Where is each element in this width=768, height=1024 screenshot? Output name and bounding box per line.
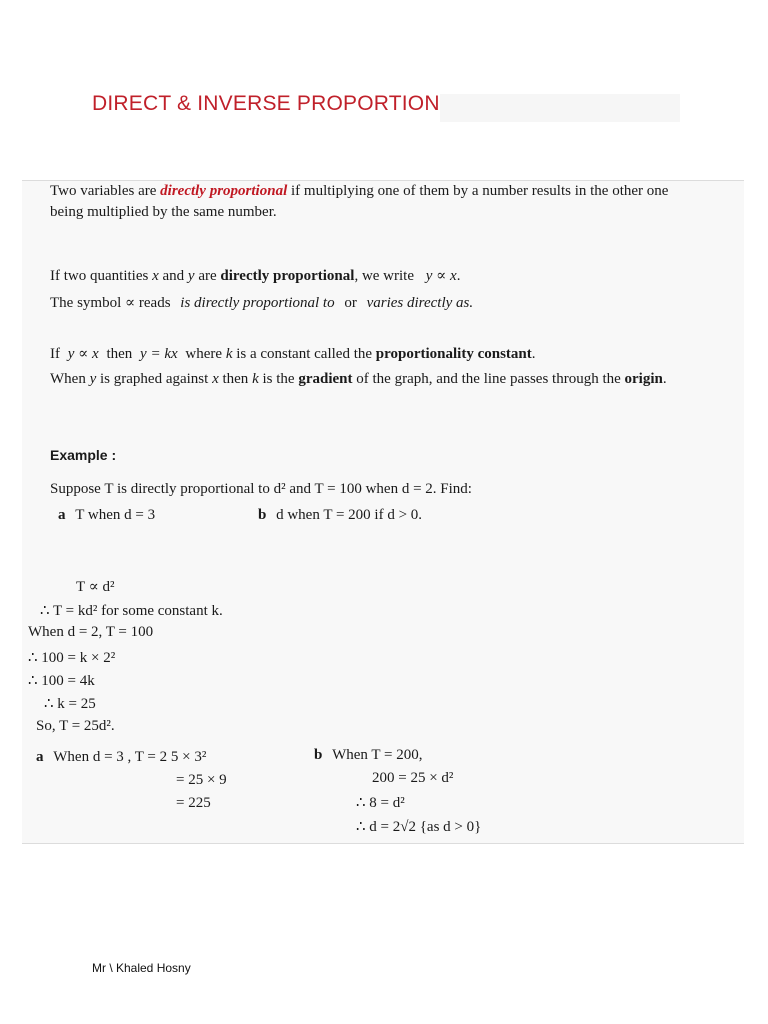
solution-step-2: ∴ T = kd² for some constant k. [40, 603, 223, 619]
definition-line-2: being multiplied by the same number. [50, 204, 277, 220]
example-question: Suppose T is directly proportional to d² and T = 100 when d = 2. Find: [50, 481, 472, 497]
text: is a constant called the [232, 346, 376, 362]
solution-step-7: So, T = 25d². [36, 718, 115, 734]
math-expr: y ∝ x [67, 346, 99, 362]
var-x: x [212, 371, 219, 387]
text: , we write [354, 268, 418, 284]
part-text: d when T = 200 if d > 0. [276, 507, 423, 523]
part-label: a [58, 507, 66, 523]
text: If two quantities [50, 268, 153, 284]
content-panel [22, 180, 744, 844]
answer-text: When T = 200, [332, 747, 423, 763]
constant-line-2 [50, 371, 667, 388]
text: where [181, 346, 226, 362]
text: are [194, 268, 221, 284]
bold-term: gradient [298, 371, 353, 387]
solution-step-3: When d = 2, T = 100 [28, 624, 154, 640]
example-part-b [258, 507, 422, 524]
text: of the graph, and the line passes through the [352, 371, 625, 387]
definition-text-cont: if multiplying one of them by a number results in the other one [287, 183, 669, 199]
text: or [340, 295, 361, 311]
text: When [50, 371, 90, 387]
var-x: x [152, 268, 159, 284]
definition-text: Two variables are [50, 183, 161, 199]
solution-step-6: ∴ k = 25 [44, 696, 96, 712]
notation-line-1 [50, 266, 460, 285]
solution-step-1: T ∝ d² [76, 579, 115, 595]
part-label: a [36, 749, 44, 765]
var-y: y [89, 371, 97, 387]
title-highlight-band [440, 94, 680, 122]
var-k: k [252, 371, 259, 387]
text: The symbol ∝ reads [50, 295, 175, 311]
part-label: b [314, 747, 323, 763]
solution-step-5: ∴ 100 = 4k [28, 673, 95, 689]
text: . [456, 268, 461, 284]
answer-b-line-4: ∴ d = 2√2 {as d > 0} [356, 819, 482, 835]
answer-b-line-1 [314, 747, 423, 764]
math-expr: y = kx [140, 346, 178, 362]
var-k: k [225, 346, 233, 362]
text: then [218, 371, 253, 387]
bold-term: origin [624, 371, 663, 387]
var-y: y [187, 268, 195, 284]
solution-step-4: ∴ 100 = k × 2² [28, 650, 116, 666]
answer-b-line-3: ∴ 8 = d² [356, 795, 405, 811]
text: is graphed against [96, 371, 213, 387]
math-expr: y ∝ x [425, 268, 457, 284]
example-heading: Example : [50, 447, 117, 463]
constant-line-1 [50, 344, 536, 363]
answer-a-line-1 [36, 749, 206, 766]
text: If [50, 346, 64, 362]
definition-line-1 [50, 183, 668, 200]
answer-text: When d = 3 , T = 2 5 × 3² [53, 749, 207, 765]
text: and [158, 268, 188, 284]
answer-a-line-3: = 225 [176, 795, 211, 811]
italic-phrase: is directly proportional to [180, 295, 335, 311]
text: is the [258, 371, 299, 387]
footer-author: Mr \ Khaled Hosny [92, 961, 191, 975]
part-text: T when d = 3 [75, 507, 156, 523]
answer-b-line-2: 200 = 25 × d² [372, 770, 454, 786]
example-part-a [58, 507, 155, 524]
bold-term: proportionality constant [375, 346, 532, 362]
answer-a-line-2: = 25 × 9 [176, 772, 227, 788]
italic-phrase: varies directly as. [366, 295, 474, 311]
text: . [531, 346, 536, 362]
text: then [102, 346, 137, 362]
text: . [662, 371, 667, 387]
definition-highlight: directly proportional [160, 183, 288, 199]
bold-term: directly proportional [220, 268, 355, 284]
part-label: b [258, 507, 267, 523]
page-title: DIRECT & INVERSE PROPORTION [92, 92, 440, 115]
notation-line-2 [50, 293, 473, 312]
